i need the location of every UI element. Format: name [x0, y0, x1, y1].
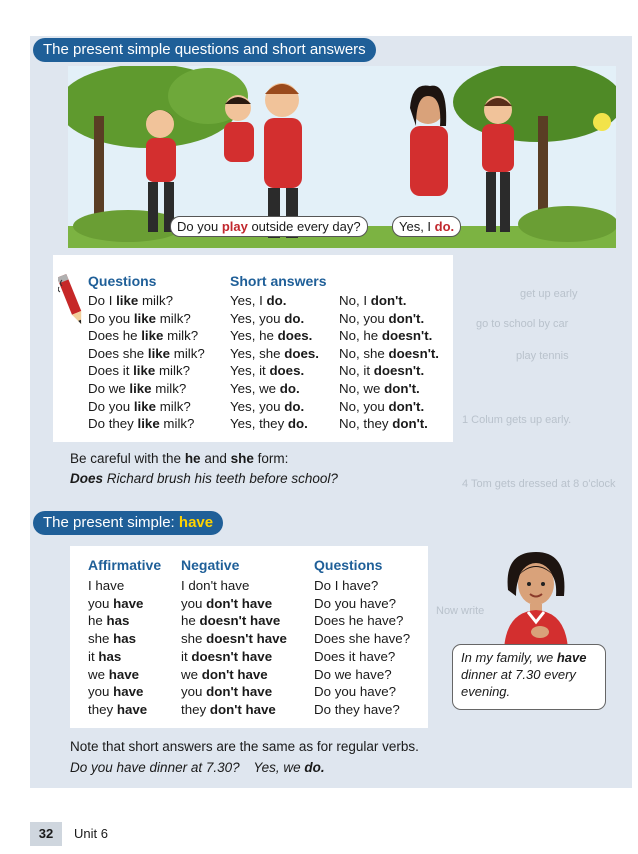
yes-answer-cell	[230, 345, 319, 363]
header-short-answers: Short answers	[230, 273, 327, 289]
answer-verb: do.	[279, 381, 300, 396]
bubble-text: outside every day?	[247, 219, 361, 234]
bleed-through-text: play tennis	[516, 350, 569, 362]
question-have-cell	[314, 683, 396, 701]
question-have-cell	[314, 577, 378, 595]
question-have-cell	[314, 701, 400, 719]
example-text: Richard brush his teeth before school?	[103, 471, 338, 486]
banner-text: The present simple:	[43, 514, 179, 531]
no-answer-cell	[339, 380, 420, 398]
answer-text: No, I	[339, 293, 371, 308]
question-cell	[88, 327, 198, 345]
bleed-through-text: get up early	[520, 288, 578, 300]
note-text: Be careful with the	[70, 451, 185, 466]
negative-cell	[181, 683, 272, 701]
question-verb: like	[129, 381, 152, 396]
negative-text: we	[181, 666, 202, 682]
answer-verb: does.	[284, 345, 319, 361]
answer-text: Yes, we	[230, 381, 280, 396]
question-text: milk?	[151, 381, 187, 396]
bleed-through-text: go to school by car	[476, 318, 569, 330]
pencil-icon	[58, 270, 84, 333]
affirmative-verb: has	[113, 631, 137, 647]
answer-verb: don't.	[388, 310, 425, 326]
affirmative-text: I have	[88, 578, 125, 593]
bleed-through-text: 1 Colum gets up early.	[462, 414, 572, 426]
example-sentence	[70, 471, 338, 486]
affirmative-cell	[88, 595, 143, 613]
question-have-text: Do you have?	[314, 684, 397, 700]
yes-answer-cell	[230, 398, 304, 416]
question-text: Do I	[88, 293, 117, 308]
answer-text: No, he	[339, 328, 382, 344]
question-text: Do we	[88, 381, 130, 396]
question-cell	[88, 345, 205, 363]
question-text: Do you	[88, 310, 134, 326]
question-have-text: Do we have?	[314, 666, 392, 682]
question-cell	[88, 415, 194, 433]
no-answer-cell	[339, 310, 424, 328]
affirmative-text: you	[88, 684, 114, 700]
question-verb: like	[141, 328, 164, 344]
negative-verb: don't have	[209, 701, 276, 717]
example-answer	[253, 760, 324, 775]
question-text: milk?	[159, 416, 195, 432]
affirmative-cell	[88, 630, 136, 648]
question-cell	[88, 292, 173, 310]
answer-text: No, you	[339, 310, 389, 326]
answer-text: No, it	[339, 363, 374, 379]
yes-answer-cell	[230, 415, 308, 433]
answer-text: No, we	[339, 381, 385, 396]
speech-have: have	[556, 650, 587, 665]
header-negative: Negative	[181, 557, 240, 573]
answer-text: Yes, she	[230, 345, 285, 361]
affirmative-verb: has	[106, 613, 130, 629]
question-text: milk?	[156, 310, 191, 326]
yes-answer-cell	[230, 292, 286, 310]
answer-verb: don't.	[384, 381, 420, 396]
answer-verb: don't.	[392, 416, 428, 432]
unit-label: Unit 6	[74, 826, 108, 841]
no-answer-cell	[339, 415, 428, 433]
note-she: she	[230, 451, 254, 466]
yes-answer-cell	[230, 380, 300, 398]
no-answer-cell	[339, 327, 432, 345]
answer-text: Yes, you	[230, 310, 285, 326]
negative-verb: don't have	[201, 666, 268, 682]
no-answer-cell	[339, 345, 439, 363]
section-banner-present-simple-questions	[33, 38, 376, 62]
question-have-cell	[314, 648, 395, 666]
bubble-verb: play	[221, 219, 248, 234]
answer-verb: does.	[277, 328, 313, 344]
negative-text: you	[181, 595, 207, 611]
answer-verb: does.	[269, 363, 305, 379]
yes-answer-cell	[230, 327, 312, 345]
answer-verb: do.	[284, 310, 305, 326]
example-question: Do you have dinner at 7.30?	[70, 760, 240, 775]
no-answer-cell	[339, 362, 424, 380]
negative-cell	[181, 612, 280, 630]
yes-answer-cell	[230, 362, 304, 380]
question-have-cell	[314, 630, 410, 648]
negative-verb: doesn't have	[206, 631, 287, 647]
speech-bubble-question	[170, 216, 368, 237]
negative-text: you	[181, 684, 207, 700]
bleed-through-text: Now write	[436, 605, 485, 617]
negative-verb: doesn't have	[199, 613, 281, 629]
page-number: 32	[30, 822, 62, 846]
question-verb: like	[137, 416, 160, 432]
affirmative-text: you	[88, 595, 114, 611]
banner-word: have	[178, 514, 214, 531]
answer-text: No, you	[339, 398, 389, 414]
question-text: milk?	[138, 293, 174, 308]
question-have-text: Does she have?	[314, 631, 411, 647]
girl-illustration	[494, 546, 578, 655]
negative-cell	[181, 666, 268, 684]
affirmative-cell	[88, 612, 129, 630]
answer-verb: do.	[266, 293, 287, 308]
bubble-text: Yes, I	[399, 219, 435, 234]
negative-text: she	[181, 631, 207, 647]
header-questions-have: Questions	[314, 557, 383, 573]
no-answer-cell	[339, 398, 424, 416]
negative-verb: don't have	[206, 595, 273, 611]
question-text: Does it	[88, 363, 134, 379]
question-cell	[88, 310, 191, 328]
question-have-text: Do you have?	[314, 595, 397, 611]
question-verb: like	[133, 310, 157, 326]
negative-cell	[181, 648, 272, 666]
affirmative-text: she	[88, 631, 114, 647]
header-affirmative: Affirmative	[88, 557, 162, 573]
affirmative-text: it	[88, 648, 99, 664]
note-he-she	[70, 451, 288, 466]
affirmative-text: we	[88, 666, 109, 682]
affirmative-text: he	[88, 613, 107, 629]
question-text: Do they	[88, 416, 138, 432]
example-does: Does	[70, 471, 104, 486]
negative-cell	[181, 630, 287, 648]
negative-text: it	[181, 648, 192, 664]
negative-cell	[181, 577, 249, 595]
example-answer-text: Yes, we	[253, 760, 305, 775]
answer-text: Yes, I	[230, 293, 267, 308]
header-questions: Questions	[88, 273, 157, 289]
question-text: Does he	[88, 328, 142, 344]
affirmative-text: they	[88, 701, 117, 717]
answer-verb: doesn't.	[388, 345, 439, 361]
affirmative-cell	[88, 683, 143, 701]
note-text: form:	[253, 451, 289, 466]
negative-verb: doesn't have	[191, 648, 273, 664]
affirmative-cell	[88, 701, 147, 719]
question-have-text: Do they have?	[314, 701, 400, 717]
answer-text: Yes, they	[230, 416, 288, 432]
affirmative-cell	[88, 648, 121, 666]
question-verb: like	[133, 398, 157, 414]
negative-text: they	[181, 701, 210, 717]
note-text: and	[200, 451, 231, 466]
question-text: milk?	[170, 345, 205, 361]
speech-bubble-family-dinner	[452, 644, 606, 710]
affirmative-verb: have	[116, 701, 148, 717]
question-verb: like	[147, 345, 171, 361]
question-verb: like	[116, 293, 139, 308]
question-text: Do you	[88, 398, 134, 414]
negative-cell	[181, 701, 276, 719]
example-answer-do: do.	[304, 760, 325, 775]
question-have-text: Does he have?	[314, 613, 404, 629]
affirmative-cell	[88, 577, 124, 595]
answer-verb: doesn't.	[381, 328, 433, 344]
answer-text: Yes, you	[230, 398, 285, 414]
question-have-cell	[314, 612, 403, 630]
note-he: he	[184, 451, 201, 466]
question-have-text: Does it have?	[314, 648, 396, 664]
question-text: milk?	[155, 363, 191, 379]
no-answer-cell	[339, 292, 406, 310]
affirmative-verb: have	[108, 666, 140, 682]
question-cell	[88, 398, 191, 416]
affirmative-verb: have	[113, 595, 144, 611]
question-have-text: Do I have?	[314, 578, 379, 593]
example-have-dinner	[70, 760, 325, 775]
affirmative-verb: has	[98, 648, 122, 664]
answer-text: No, she	[339, 345, 389, 361]
note-short-answers: Note that short answers are the same as for regular verbs.	[70, 739, 419, 754]
answer-verb: do.	[287, 416, 308, 432]
banner-text: The present simple questions and short answers	[43, 41, 366, 58]
yes-answer-cell	[230, 310, 304, 328]
question-have-cell	[314, 666, 392, 684]
bubble-text: Do you	[177, 219, 222, 234]
question-have-cell	[314, 595, 396, 613]
negative-cell	[181, 595, 272, 613]
question-verb: like	[133, 363, 156, 379]
answer-verb: don't.	[370, 293, 407, 308]
negative-text: I don't have	[181, 578, 250, 593]
negative-verb: don't have	[206, 684, 273, 700]
section-banner-present-simple-have	[33, 511, 223, 535]
answer-verb: do.	[284, 398, 305, 414]
speech-text: In my family, we	[461, 650, 557, 665]
answer-text: Yes, it	[230, 363, 270, 379]
question-text: Does she	[88, 345, 148, 361]
question-text: milk?	[163, 328, 199, 344]
bubble-verb: do.	[434, 219, 455, 234]
question-cell	[88, 362, 190, 380]
bleed-through-text: 4 Tom gets dressed at 8 o'clock	[462, 478, 616, 490]
question-text: milk?	[156, 398, 191, 414]
speech-bubble-answer	[392, 216, 461, 237]
answer-verb: don't.	[388, 398, 425, 414]
affirmative-verb: have	[113, 684, 144, 700]
affirmative-cell	[88, 666, 139, 684]
question-cell	[88, 380, 186, 398]
negative-text: he	[181, 613, 200, 629]
answer-verb: doesn't.	[373, 363, 425, 379]
answer-text: No, they	[339, 416, 393, 432]
speech-text: dinner at 7.30 every evening.	[461, 667, 576, 699]
answer-text: Yes, he	[230, 328, 278, 344]
